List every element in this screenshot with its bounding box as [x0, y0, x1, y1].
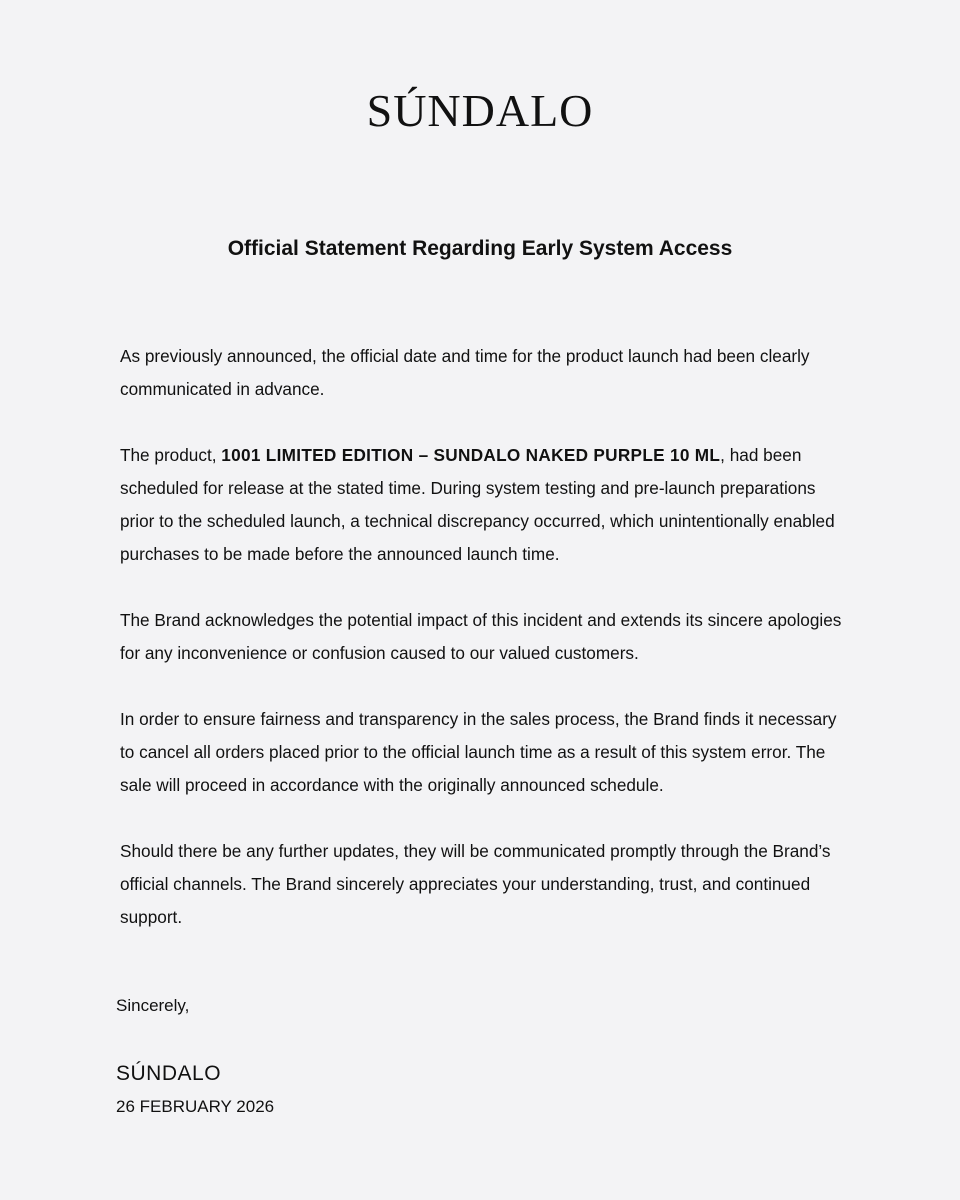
statement-title: Official Statement Regarding Early System Access	[227, 237, 733, 260]
paragraph-2	[120, 439, 845, 571]
paragraph-2-prefix: The product,	[120, 445, 222, 465]
paragraph-4: In order to ensure fairness and transparency in the sales process, the Brand finds it necessary to cancel all orders placed prior to the official launch time as a result of this system error. The sale will proceed in accordance with the originally announced schedule.	[120, 709, 837, 795]
product-name: 1001 LIMITED EDITION – SUNDALO NAKED PURPLE 10 ML	[221, 445, 721, 465]
statement-body	[120, 340, 845, 967]
paragraph-1: As previously announced, the official date and time for the product launch had been clearly communicated in advance.	[120, 346, 810, 399]
paragraph-2-suffix: , had been scheduled for release at the stated time. During system testing and pre-launch preparations prior to the scheduled launch, a technical discrepancy occurred, which unintentionally enabled purchases to be made before the announced launch time.	[120, 445, 835, 564]
brand-logo: SÚNDALO	[366, 85, 594, 136]
paragraph-5: Should there be any further updates, they will be communicated promptly through the Brand’s official channels. The Brand sincerely appreciates your understanding, trust, and continued support.	[120, 841, 831, 927]
paragraph-3: The Brand acknowledges the potential impact of this incident and extends its sincere apologies for any inconvenience or confusion caused to our valued customers.	[120, 610, 842, 663]
signature-date: 26 FEBRUARY 2026	[116, 1097, 275, 1116]
closing-text: Sincerely,	[116, 996, 190, 1015]
signature-brand: SÚNDALO	[116, 1062, 222, 1085]
